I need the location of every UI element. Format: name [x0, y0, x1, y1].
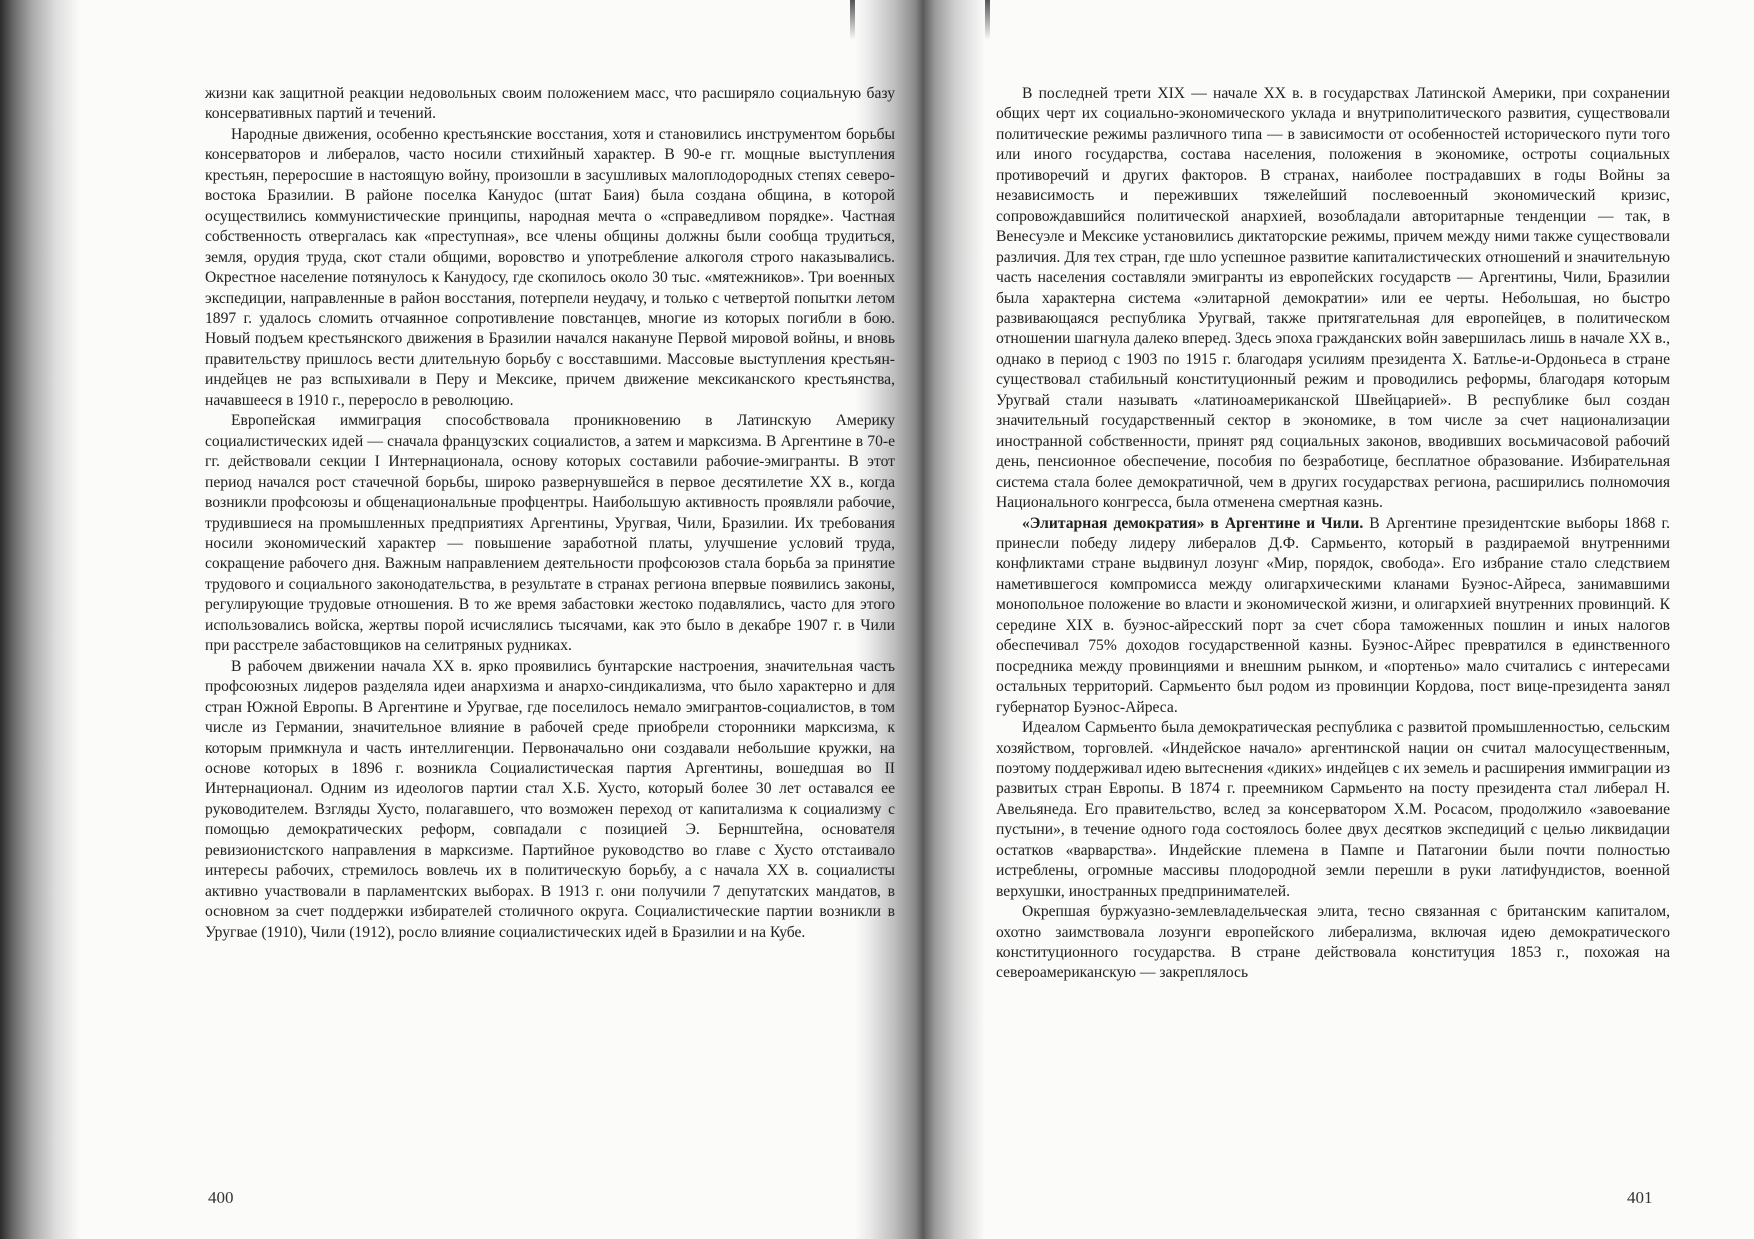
- right-paragraph: Окрепшая буржуазно-землевладельческая элита, тесно связанная с британским капиталом, охотно заимствовала лозунги европейского либерализма, включая идею демократического конституционного государства. В стране действовала конституция 1853 г., похожая на североамериканскую — закреплялось: [996, 903, 1670, 982]
- left-page-text: [205, 84, 895, 943]
- left-paragraph: Народные движения, особенно крестьянские восстания, хотя и становились инструментом борьбы консерваторов и либералов, часто носили стихийный характер. В 90-е гг. мощные выступления крестьян, переросшие в настоящую войну, произошли в засушливых малоплодородных степях северо-востока Бразилии. В районе поселка Канудос (штат Баия) была создана община, в которой осуществились коммунистические принципы, народная мечта о «справедливом порядке». Частная собственность отвергалась как «преступная», все члены общины должны были сообща трудиться, земля, орудия труда, скот стали общими, воровство и употребление алкоголя строго наказывались. Окрестное население потянулось к Канудосу, где скопилось около 30 тыс. «мятежников». Три военных экспедиции, направленные в район восстания, потерпели неудачу, и только с четвертой попытки летом 1897 г. удалось сломить отчаянное сопротивление повстанцев, многие из которых погибли в бою. Новый подъем крестьянского движения в Бразилии начался накануне Первой мировой войны, и вновь правительству пришлось вести длительную борьбу с восставшими. Массовые выступления крестьян-индейцев не раз вспыхивали в Перу и Мексике, причем движение мексиканского крестьянства, начавшееся в 1910 г., переросло в революцию.: [205, 125, 895, 409]
- left-paragraph: В рабочем движении начала XX в. ярко проявились бунтарские настроения, значительная часть профсоюзных лидеров разделяла идеи анархизма и анархо-синдикализма, что было характерно и для стран Южной Европы. В Аргентине и Уругвае, где поселилось немало эмигрантов-социалистов, в том числе из Германии, значительное влияние в рабочей среде приобрели сторонники марксизма, к которым примкнула и часть интеллигенции. Первоначально они создавали небольшие кружки, на основе которых в 1896 г. возникла Социалистическая партия Аргентины, вошедшая во II Интернационал. Одним из идеологов партии стал Х.Б. Хусто, который более 30 лет оставался ее руководителем. Взгляды Хусто, полагавшего, что возможен переход от капитализма к социализму с помощью демократических реформ, совпадали с позицией Э. Бернштейна, основателя ревизионистского направления в марксизме. Партийное руководство во главе с Хусто отстаивало интересы рабочих, стремилось вовлечь их в политическую борьбу, а с начала XX в. социалисты активно участвовали в парламентских выборах. В 1913 г. они получили 7 депутатских мандатов, в основном за счет поддержки избирателей столичного округа. Социалистические партии возникли в Уругвае (1910), Чили (1912), росло влияние социалистических идей в Бразилии и на Кубе.: [205, 657, 895, 941]
- section-heading: «Элитарная демократия» в Аргентине и Чили.: [1022, 514, 1364, 532]
- page-number-left: 400: [208, 1188, 234, 1207]
- scan-edge-left: [0, 0, 80, 1239]
- right-paragraph: Идеалом Сармьенто была демократическая республика с развитой промышленностью, сельским хозяйством, торговлей. «Индейское начало» аргентинской нации он считал малосущественным, поэтому поддерживал идею вытеснения «диких» индейцев с их земель и расширения иммиграции из развитых стран Европы. В 1874 г. преемником Сармьенто на посту президента стал либерал Н. Авельянеда. Его правительство, вслед за консерватором Х.М. Росасом, продолжило «завоевание пустыни», в течение одного года состоялось более двух десятков экспедиций с целью ликвидации остатков «варварства». Индейские племена в Пампе и Патагонии были почти полностью истреблены, огромные массивы плодородной земли перешли в руки латифундистов, военной верхушки, иностранных предпринимателей.: [996, 719, 1670, 900]
- left-paragraph: жизни как защитной реакции недовольных своим положением масс, что расширяло социальную базу консервативных партий и течений.: [205, 85, 895, 123]
- left-paragraph: Европейская иммиграция способствовала проникновению в Латинскую Америку социалистических идей — сначала французских социалистов, а затем и марксизма. В Аргентине в 70-е гг. действовали секции I Интернационала, основу которых составили рабочие-эмигранты. В этот период начался рост стачечной борьбы, широко развернувшейся в первое десятилетие XX в., когда возникли профсоюзы и общенациональные профцентры. Наибольшую активность проявляли рабочие, трудившиеся на промышленных предприятиях Аргентины, Уругвая, Чили, Бразилии. Их требования носили экономический характер — повышение заработной платы, улучшение условий труда, сокращение рабочего дня. Важным направлением деятельности профсоюзов стала борьба за принятие трудового и социального законодательства, в результате в странах региона впервые появились законы, регулирующие трудовые отношения. В то же время забастовки жестоко подавлялись, часто для этого использовались войска, жертвы порой исчислялись тысячами, как это было в декабре 1907 г. в Чили при расстреле забастовщиков на селитряных рудниках.: [205, 412, 895, 655]
- right-paragraph: В последней трети XIX — начале XX в. в государствах Латинской Америки, при сохранении общих черт их социально-экономического уклада и внутриполитического развития, существовали политические режимы различного типа — в зависимости от особенностей исторического пути того или иного государства, состава населения, положения в экономике, остроты социальных противоречий и других факторов. В странах, наиболее пострадавших в годы Войны за независимость и переживших тяжелейший послевоенный экономический кризис, сопровождавшийся политической анархией, возобладали авторитарные тенденции — так, в Венесуэле и Мексике установились диктаторские режимы, причем между ними также существовали различия. Для тех стран, где шло успешное развитие капиталистических отношений и значительную часть населения составляли эмигранты из европейских государств — Аргентины, Чили, Бразилии была характерна система «элитарной демократии» или ее черты. Небольшая, но быстро развивающаяся республика Уругвай, также притягательная для европейцев, в политическом отношении шагнула далеко вперед. Здесь эпоха гражданских войн завершилась лишь в начале XX в., однако в период с 1903 по 1915 г. благодаря усилиям президента Х. Батлье-и-Ордоньеса в стране существовал стабильный конституционный режим и проводились реформы, благодаря которым Уругвай стали называть «латиноамериканской Швейцарией». В республике был создан значительный государственный сектор в экономике, в том числе за счет национализации иностранной собственности, принят ряд социальных законов, вводивших восьмичасовой рабочий день, пенсионное обеспечение, пособия по безработице, бесплатное образование. Избирательная система стала более демократичной, чем в других государствах региона, расширились полномочия Национального конгресса, была отменена смертная казнь.: [996, 85, 1670, 512]
- page-number-right: 401: [1627, 1188, 1653, 1207]
- right-section-paragraph: [996, 514, 1670, 719]
- section-paragraph-text: В Аргентине президентские выборы 1868 г. принесли победу лидеру либералов Д.Ф. Сармьенто, который в раздираемой внутренними конфликтами стране выдвинул лозунг «Мир, порядок, свобода». Его избрание стало следствием наметившегося компромисса между олигархическими кланами Буэнос-Айреса, занимавшими монопольное положение во власти и экономической жизни, и олигархией внутренних провинций. К середине XIX в. буэнос-айресский порт за счет сбора таможенных пошлин и иных налогов обеспечивал 75% доходов государственной казны. Буэнос-Айрес превратился в единственного посредника между провинциями и внешним рынком, и «портеньо» мало считались с интересами остальных территорий. Сармьенто был родом из провинции Кордова, пост вице-президента занял губернатор Буэнос-Айреса.: [996, 514, 1670, 716]
- right-page-text: [996, 84, 1670, 984]
